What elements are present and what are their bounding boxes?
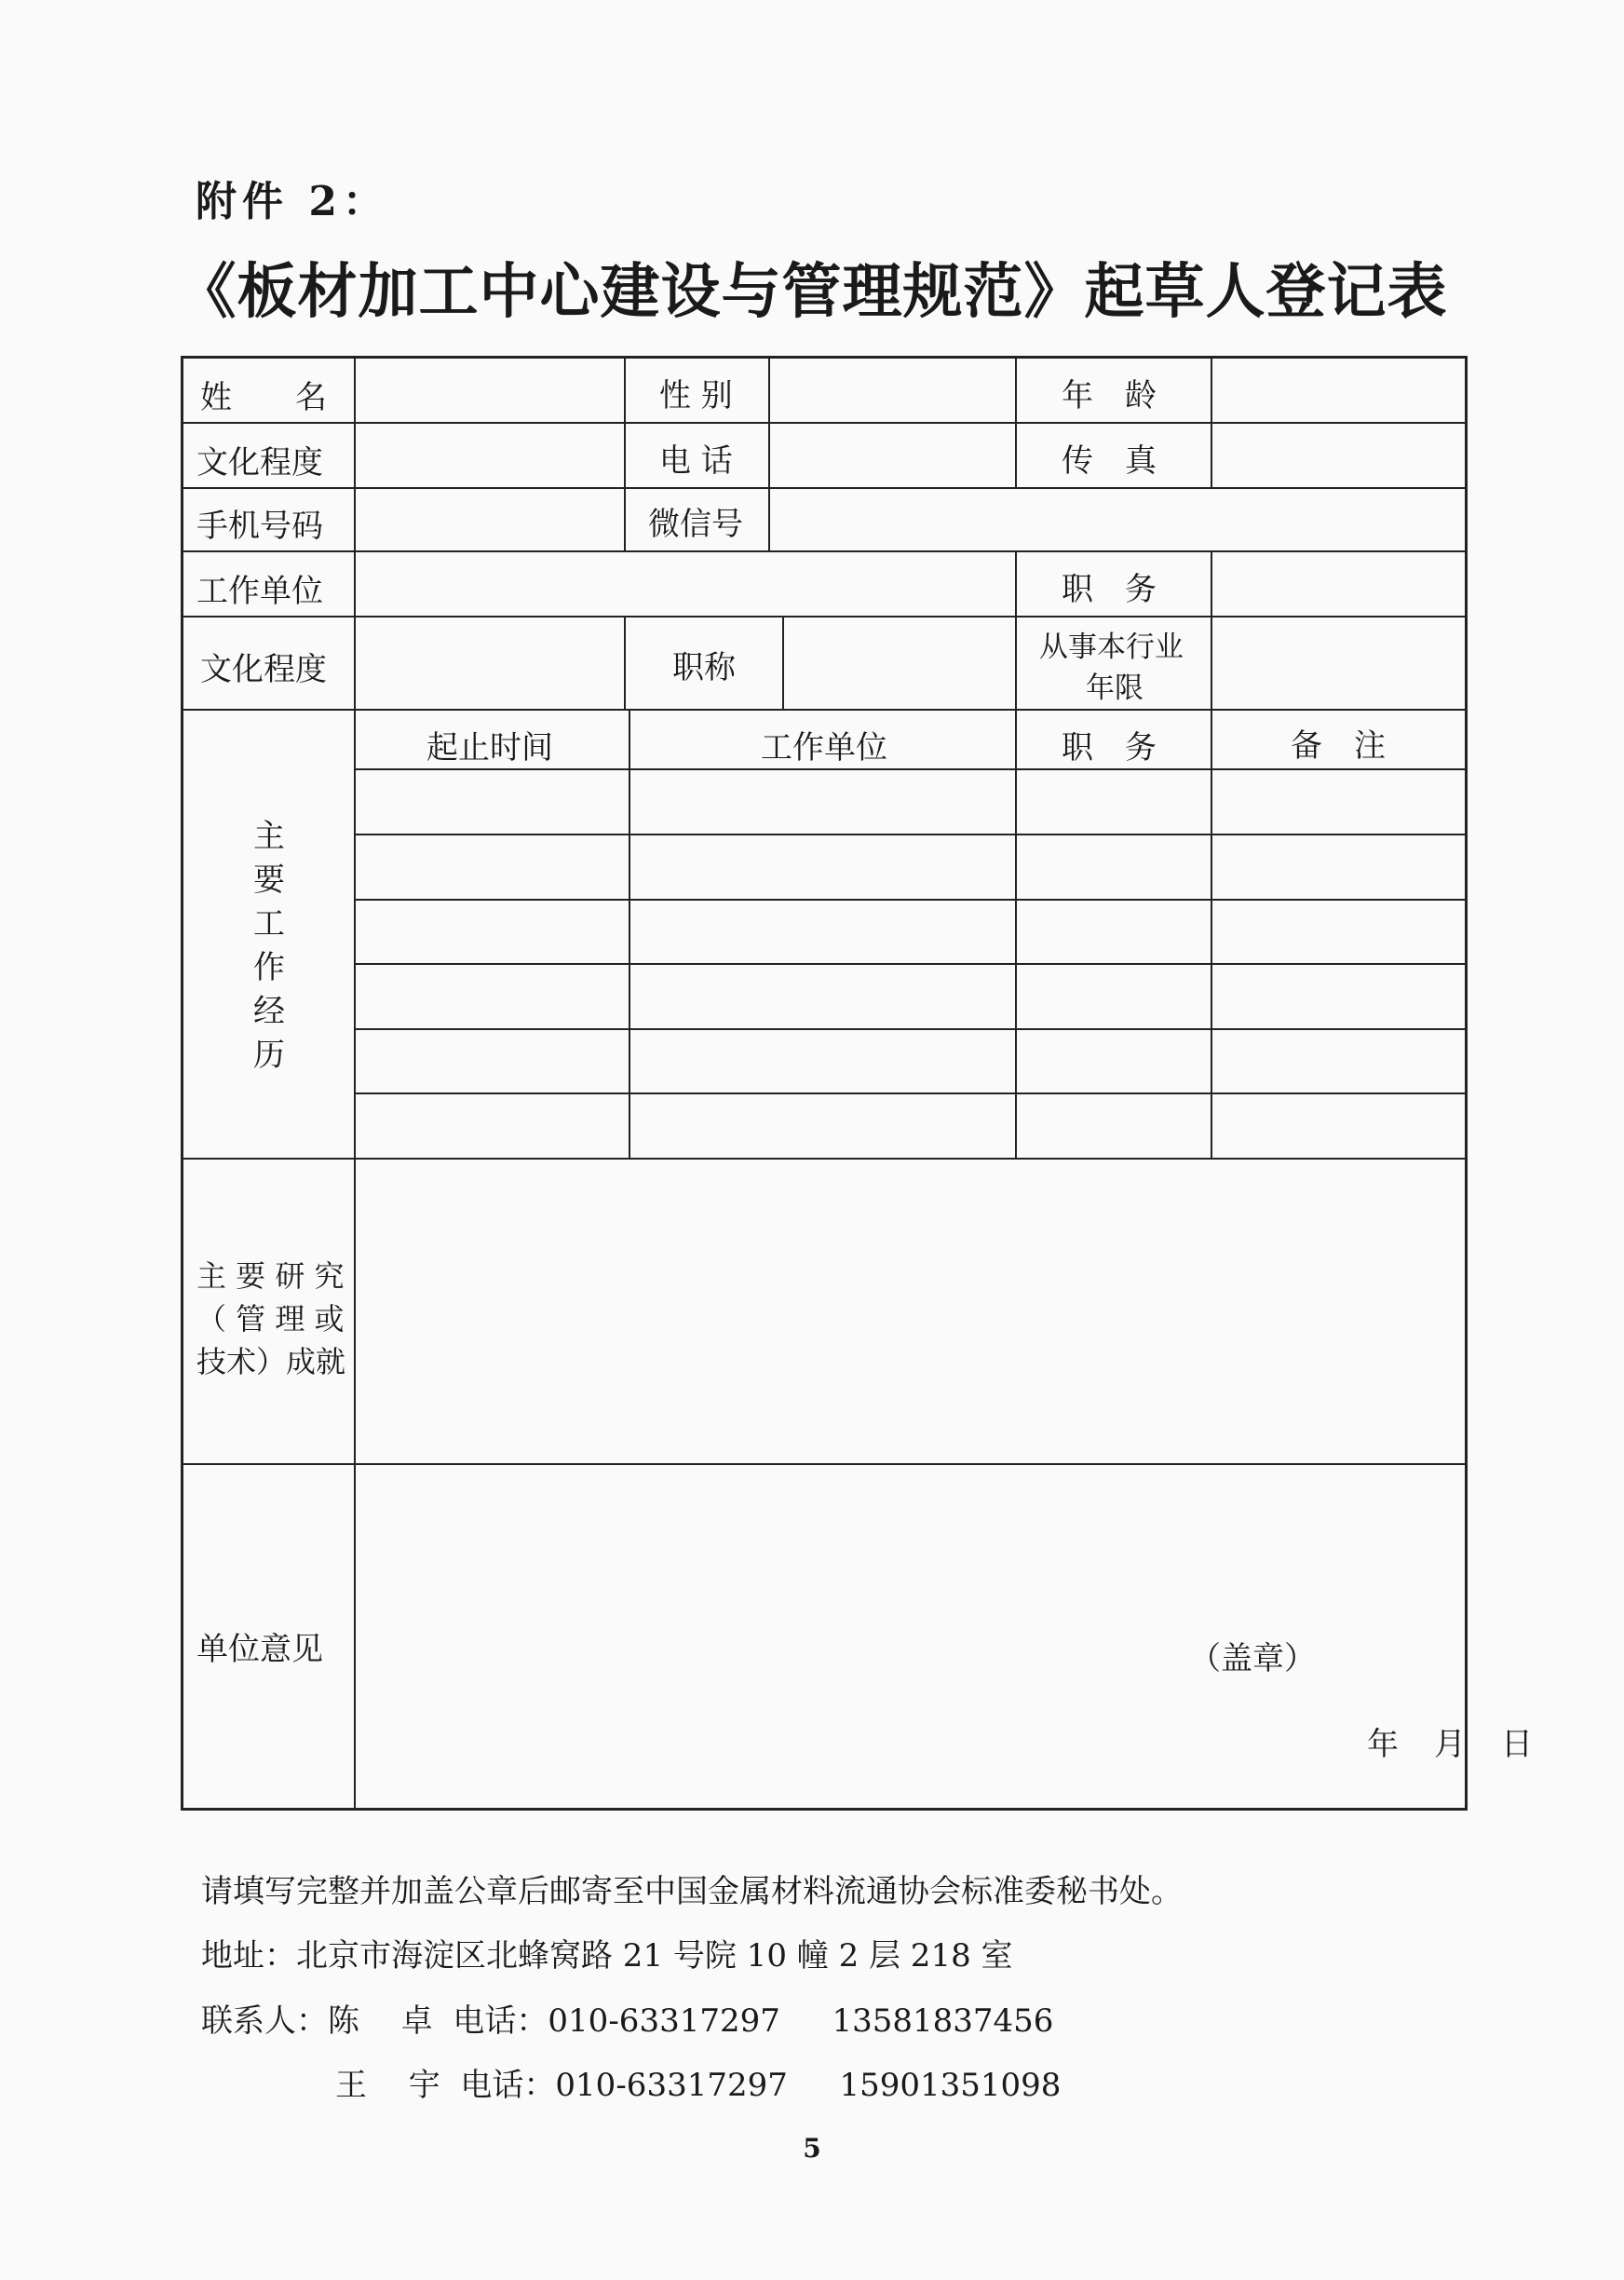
gender-input[interactable] [770, 359, 1017, 424]
wechat-label: 微信号 [648, 506, 743, 543]
exp-header-unit: 工作单位 [761, 729, 887, 767]
fax-label: 传 真 [1062, 442, 1157, 480]
opinion-input[interactable] [356, 1465, 1535, 1808]
workplace-label-cell [183, 552, 356, 618]
exp-row-1-time[interactable] [356, 770, 630, 835]
research-label-line3: 技术）成就 [196, 1344, 346, 1379]
side-char: 经 [253, 993, 285, 1030]
wechat-input[interactable] [770, 489, 1465, 552]
contact-line-1: 联系人：陈 卓 电话：010-63317297 13581837456 [201, 2002, 1054, 2040]
exp-row-6-position[interactable] [1017, 1094, 1212, 1160]
years-label-cell [1017, 618, 1212, 711]
mobile-label-cell [183, 489, 356, 552]
mailing-address: 地址：北京市海淀区北蜂窝路 21 号院 10 幢 2 层 218 室 [201, 1937, 1013, 1975]
exp-header-notes: 备 注 [1291, 727, 1386, 765]
title-rank-input[interactable] [784, 618, 1017, 711]
exp-row-1-unit[interactable] [630, 770, 1017, 835]
age-label: 年 龄 [1062, 377, 1157, 414]
exp-row-2-notes[interactable] [1212, 835, 1465, 901]
position-label: 职 务 [1062, 571, 1157, 608]
mobile-label: 手机号码 [196, 508, 323, 545]
exp-row-1-notes[interactable] [1212, 770, 1465, 835]
exp-header-unit-cell [630, 711, 1017, 770]
date-label: 年 月 日 [1367, 1726, 1535, 1763]
title-rank-label-cell [626, 618, 784, 711]
education-label: 文化程度 [196, 444, 323, 482]
exp-row-1-position[interactable] [1017, 770, 1212, 835]
page-number: 5 [803, 2133, 821, 2164]
attachment-label: 附件 2： [196, 178, 389, 225]
exp-row-5-time[interactable] [356, 1030, 630, 1094]
fax-input[interactable] [1212, 424, 1465, 489]
exp-row-6-unit[interactable] [630, 1094, 1017, 1160]
research-label-cell [183, 1160, 356, 1465]
exp-header-position: 职 务 [1062, 729, 1157, 767]
exp-row-6-notes[interactable] [1212, 1094, 1465, 1160]
mobile-input[interactable] [356, 489, 626, 552]
workplace-label: 工作单位 [196, 573, 323, 610]
exp-row-5-notes[interactable] [1212, 1030, 1465, 1094]
side-char: 工 [253, 905, 285, 943]
education-label-cell [183, 424, 356, 489]
exp-header-position-cell [1017, 711, 1212, 770]
name-input[interactable] [356, 359, 626, 424]
position-label-cell [1017, 552, 1212, 618]
exp-row-4-unit[interactable] [630, 965, 1017, 1030]
phone-label: 电 话 [659, 442, 733, 480]
submission-instruction: 请填写完整并加盖公章后邮寄至中国金属材料流通协会标准委秘书处。 [201, 1873, 1183, 1910]
stamp-label: （盖章） [1189, 1640, 1316, 1677]
exp-row-5-unit[interactable] [630, 1030, 1017, 1094]
research-label-line2: （ 管 理 或 [196, 1301, 345, 1337]
age-input[interactable] [1212, 359, 1465, 424]
wechat-label-cell [626, 489, 770, 552]
experience-side-cell [183, 711, 356, 1160]
exp-row-3-position[interactable] [1017, 901, 1212, 965]
phone-input[interactable] [770, 424, 1017, 489]
gender-label-cell [626, 359, 770, 424]
exp-row-2-time[interactable] [356, 835, 630, 901]
opinion-label: 单位意见 [196, 1631, 323, 1668]
gender-label: 性 别 [659, 377, 733, 414]
experience-side-label [250, 815, 288, 1078]
exp-header-notes-cell [1212, 711, 1465, 770]
exp-row-2-unit[interactable] [630, 835, 1017, 901]
research-input[interactable] [356, 1160, 1465, 1465]
exp-row-4-position[interactable] [1017, 965, 1212, 1030]
exp-row-3-time[interactable] [356, 901, 630, 965]
exp-row-2-position[interactable] [1017, 835, 1212, 901]
education2-label: 文化程度 [200, 651, 327, 688]
exp-row-3-notes[interactable] [1212, 901, 1465, 965]
age-label-cell [1017, 359, 1212, 424]
exp-row-4-time[interactable] [356, 965, 630, 1030]
side-char: 历 [253, 1037, 285, 1074]
name-label: 姓 名 [200, 379, 327, 416]
years-label-line2: 年限 [1086, 672, 1144, 705]
exp-row-6-time[interactable] [356, 1094, 630, 1160]
research-label-line1: 主 要 研 究 [196, 1258, 345, 1294]
education2-label-cell [183, 618, 356, 711]
phone-label-cell [626, 424, 770, 489]
education-input[interactable] [356, 424, 626, 489]
side-char: 作 [253, 949, 285, 986]
exp-row-3-unit[interactable] [630, 901, 1017, 965]
contact-line-2: 王 宇 电话：010-63317297 15901351098 [335, 2067, 1062, 2104]
exp-header-time: 起止时间 [426, 729, 553, 767]
position-input[interactable] [1212, 552, 1465, 618]
title-rank-label: 职称 [672, 649, 736, 686]
years-input[interactable] [1212, 618, 1465, 711]
exp-header-time-cell [356, 711, 630, 770]
opinion-label-cell [183, 1465, 356, 1808]
side-char: 要 [253, 862, 285, 899]
side-char: 主 [253, 818, 285, 855]
education2-input[interactable] [356, 618, 626, 711]
exp-row-4-notes[interactable] [1212, 965, 1465, 1030]
years-label-line1: 从事本行业 [1039, 631, 1184, 664]
exp-row-5-position[interactable] [1017, 1030, 1212, 1094]
fax-label-cell [1017, 424, 1212, 489]
form-title: 《板材加工中心建设与管理规范》起草人登记表 [176, 258, 1448, 327]
name-label-cell [183, 359, 356, 424]
registration-form-table [181, 356, 1535, 1811]
workplace-input[interactable] [356, 552, 1017, 618]
